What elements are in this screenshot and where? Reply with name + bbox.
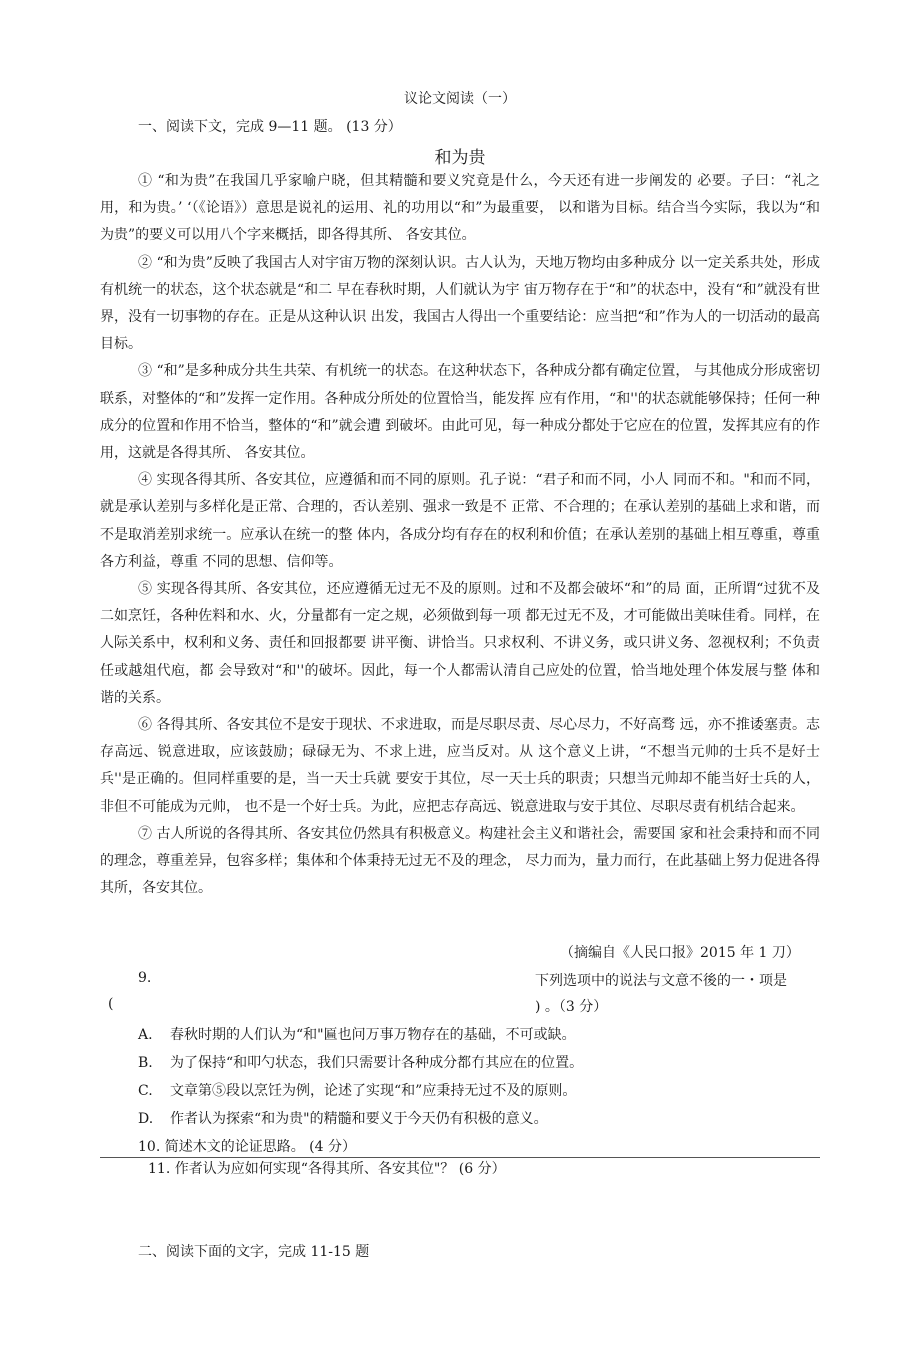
- question-9-number: 9.: [138, 970, 152, 986]
- section-1-heading: 一、阅读下文，完成 9—11 题。 (13 分）: [138, 119, 402, 135]
- option-letter: C.: [138, 1083, 153, 1099]
- question-11: 11. 作者认为应如何实现“各得其所、各安其位"？ (6 分）: [148, 1161, 506, 1177]
- paragraph-7: ⑦ 古人所说的各得其所、各安其位仍然具有积极意义。构建社会主义和谐社会，需要国 家和社会秉持和而不同的理念，尊重差异，包容多样；集体和个体秉持无过无不及的理念， 尽力而为，量力而行，在此基础上努力促进各得其所，各安其位。: [100, 825, 820, 897]
- option-letter: B.: [138, 1055, 153, 1071]
- paragraph-2: ② “和为贵”反映了我国古人对宇宙万物的深刻认识。古人认为，天地万物均由多种成分 以一定关系共处，形成有机统一的状态，这个状态就是“和二 早在春秋时期，人们就认为宇 宙万物存在于“和”的状态中，没有“和”就没有世界，没有一切事物的存在。正是从这种认识 出发，我国古人得出一个重要结论：应当把“和”作为人的一切活动的最高目标。: [100, 254, 820, 353]
- paragraph-1: ① “和为贵”在我国几乎家喻户晓，但其精髓和要义究竟是什么，今天还有进一步阐发的 必要。子曰：“礼之用，和为贵。’ ‘（《论语》）意思是说礼的运用、礼的功用以“和”为最重要， 以和谐为目标。结合当今实际，我以为“和为贵”的要义可以用八个字来概括，即各得其所、 各安其位。: [100, 173, 820, 244]
- option-text: 春秋时期的人们认为“和"匾也问万事万物存在的基础，不可或缺。: [170, 1027, 576, 1043]
- option-letter: D.: [138, 1111, 154, 1127]
- option-d: [138, 1108, 548, 1128]
- option-text: 为了保持“和叩勺状态，我们只需要计各种成分都冇其应在的位置。: [170, 1055, 584, 1071]
- option-a: [138, 1024, 576, 1044]
- section-2-heading: 二、阅读下面的文字，完成 11-15 题: [138, 1244, 370, 1260]
- article-source: （摘编自《人民口报》2015 年 1 刀）: [560, 945, 800, 961]
- paragraph-5: ⑤ 实现各得其所、各安其位，还应遵循无过无不及的原则。过和不及都会破坏“和”的局 面，正所谓“过犹不及二如烹饪，各种佐料和水、火，分量都有一定之规，必须做到每一项 都无过无不及，才可能做出美味佳肴。同样，在人际关系中，权利和义务、责任和回报都要 讲平衡、讲恰当。只求权利、不讲义务，或只讲义务、忽视权利；不负责任或越俎代庖，都 会导致对“和''的破坏。因此，每一个人都需认清自己应处的位置，恰当地处理个体发展与整 体和谐的关系。: [100, 581, 820, 706]
- option-text: 作者认为探索“和为贵"的精髓和要义于今天仍有积极的意义。: [170, 1111, 548, 1127]
- article-title: 和为贵: [434, 148, 486, 168]
- paragraph-6: ⑥ 各得其所、各安其位不是安于现状、不求进取，而是尽职尽责、尽心尽力，不好高骛 远，亦不推诿塞责。志存高远、锐意进取，应该鼓励；碌碌无为、不求上进，应当反对。从 这个意义上讲，“不想当元帅的士兵不是好士兵''是正确的。但同样重要的是，当一天士兵就 要安于其位，尽一天士兵的职责；只想当元帅却不能当好士兵的人，非但不可能成为元帅， 也不是一个好士兵。为此，应把志存高远、锐意进取与安于其位、尽职尽责有机结合起来。: [100, 717, 820, 815]
- question-9-close: ) 。（3 分）: [535, 999, 608, 1015]
- option-text: 文章第⑤段以烹饪为例，论述了实现“和”应秉持无过不及的原则。: [170, 1083, 577, 1099]
- document-title: 议论文阅读（一）: [404, 91, 516, 107]
- question-9-text: 下列选项中的说法与文意不後的一・项是: [535, 973, 787, 989]
- question-10: 10. 简述木文的论证思路。 (4 分）: [138, 1139, 356, 1155]
- option-b: [138, 1052, 583, 1072]
- option-letter: A.: [138, 1027, 153, 1043]
- option-c: [138, 1080, 576, 1100]
- paragraph-3: ③ “和”是多种成分共生共荣、有机统一的状态。在这种状态下，各种成分都有确定位置， 与其他成分形成密切联系，对整体的“和”发挥一定作用。各种成分所处的位置恰当，能发挥 应有作用，“和''的状态就能够保持；任何一种成分的位置和作用不恰当，整体的“和”就会遭 到破坏。由此可见，每一种成分都处于它应在的位置，发挥其应有的作用，这就是各得其所、 各安其位。: [100, 363, 820, 462]
- paragraph-4: ④ 实现各得其所、各安其位，应遵循和而不同的原则。孔子说：“君子和而不同，小人 同而不和。"和而不同，就是承认差别与多样化是正常、合理的，否认差别、强求一致是不 正常、不合理的；在承认差别的基础上求和谐，而不是取消差别求统一。应承认在统一的整 体内，各成分均有存在的权利和价值；在承认差别的基础上相互尊重，尊重各方利益，尊重 不同的思想、信仰等。: [100, 472, 820, 570]
- article-body: [100, 168, 820, 902]
- question-9-open-paren: (: [108, 996, 114, 1012]
